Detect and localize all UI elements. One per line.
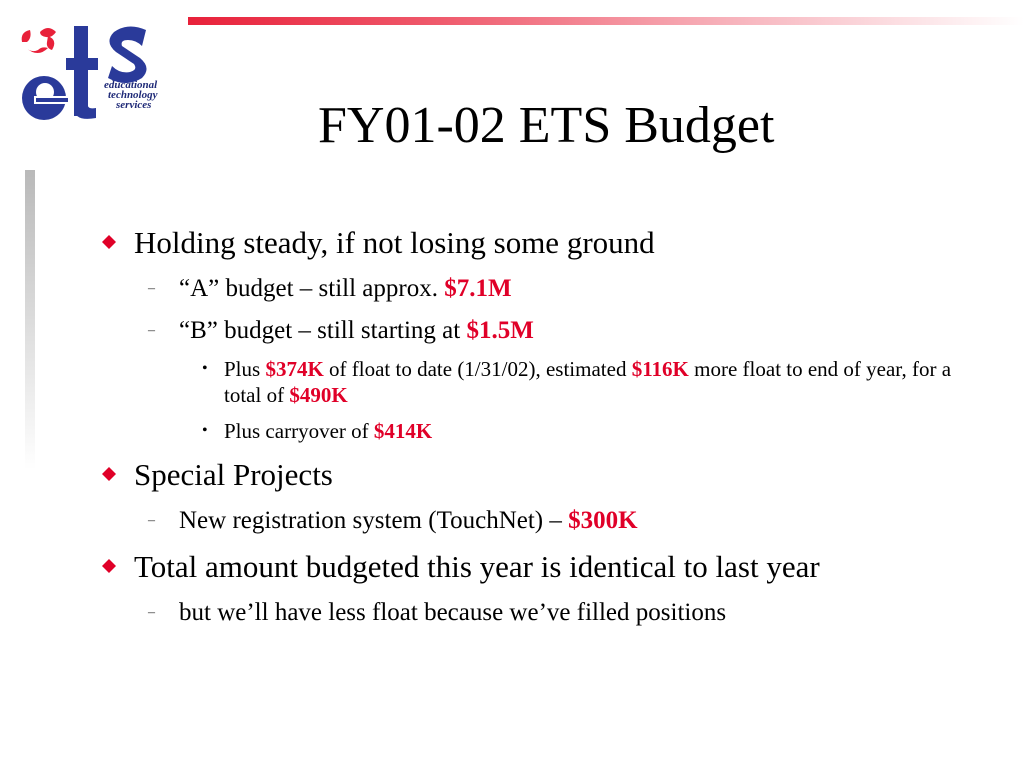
amount-highlight: $1.5M — [466, 317, 534, 344]
amount-highlight: $490K — [289, 383, 348, 407]
amount-highlight: $374K — [265, 357, 324, 381]
bullet-total-amount — [100, 546, 960, 587]
logo-red-swirl-icon — [22, 28, 56, 53]
slide-title: FY01-02 ETS Budget — [318, 97, 775, 154]
sub-bullet-text: but we’ll have less float because we’ve filled positions — [179, 599, 727, 626]
text-part: of float to date (1/31/02), estimated — [323, 357, 632, 381]
sub-bullet-text: “A” budget – still approx. — [179, 275, 445, 302]
dash-bullet-icon: – — [148, 605, 155, 620]
dash-bullet-icon: – — [148, 281, 155, 296]
logo-wordmark — [104, 80, 158, 110]
sub-bullet-text: New registration system (TouchNet) – — [179, 507, 569, 534]
logo-line-technology: technology — [108, 89, 158, 101]
bullet-text: Total amount budgeted this year is identical to last year — [134, 549, 820, 584]
amount-highlight: $116K — [631, 357, 689, 381]
left-decorative-bar — [25, 170, 35, 470]
bullet-special-projects — [100, 454, 960, 495]
diamond-bullet-icon — [102, 467, 116, 481]
ets-logo — [18, 18, 178, 128]
amount-highlight: $7.1M — [444, 275, 512, 302]
dash-bullet-icon: – — [148, 323, 155, 338]
sub-bullet-less-float — [100, 596, 960, 629]
dot-bullet-icon: • — [202, 422, 208, 439]
text-part: Plus — [224, 357, 266, 381]
ets-logo-mark — [18, 18, 178, 128]
sub-sub-bullet-float — [100, 356, 960, 408]
sub-bullet-touchnet — [100, 504, 960, 537]
dash-bullet-icon: – — [148, 513, 155, 528]
bullet-text: Holding steady, if not losing some ground — [134, 225, 655, 260]
amount-highlight: $300K — [568, 507, 638, 534]
bullet-holding-steady — [100, 222, 960, 263]
logo-line-services: services — [116, 99, 152, 111]
bullet-text: Special Projects — [134, 457, 333, 492]
sub-bullet-a-budget — [100, 272, 960, 305]
logo-letter-t-icon — [66, 26, 98, 119]
logo-letter-e-icon — [22, 76, 68, 120]
text-part: more float to end of year, for a total of — [224, 357, 952, 407]
text-part: Plus carryover of — [224, 419, 374, 443]
sub-bullet-text: “B” budget – still starting at — [179, 317, 467, 344]
logo-line-educational: educational — [104, 79, 158, 91]
amount-highlight: $414K — [373, 419, 433, 443]
sub-bullet-b-budget — [100, 314, 960, 347]
diamond-bullet-icon — [102, 235, 116, 249]
logo-letter-s-icon — [108, 26, 147, 83]
diamond-bullet-icon — [102, 559, 116, 573]
dot-bullet-icon: • — [202, 360, 208, 377]
slide-body — [100, 222, 960, 638]
sub-sub-bullet-carryover — [100, 418, 960, 444]
top-decorative-bar — [188, 17, 1024, 25]
